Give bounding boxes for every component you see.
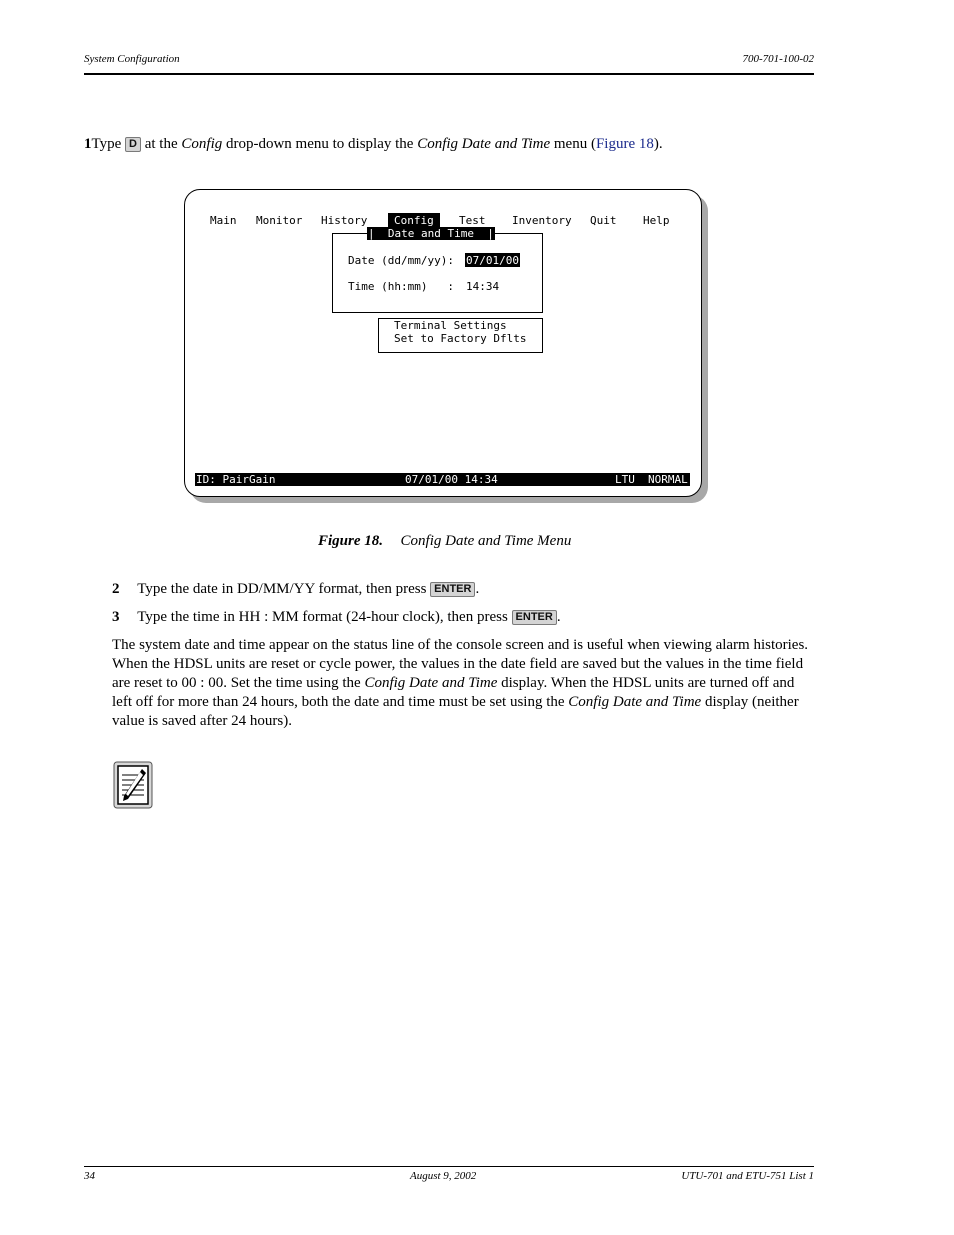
status-id: ID: PairGain bbox=[196, 473, 276, 486]
footer-product: UTU-701 and ETU-751 List 1 bbox=[681, 1170, 814, 1182]
key-d: D bbox=[125, 137, 141, 152]
figure-caption bbox=[318, 533, 571, 550]
figure-caption-label: Figure 18. bbox=[318, 533, 384, 549]
step-2-number: 2 bbox=[112, 581, 120, 597]
figure-18-link[interactable]: Figure 18 bbox=[595, 136, 654, 152]
time-label: Time (hh:mm) : bbox=[348, 280, 454, 293]
key-enter: ENTER bbox=[512, 610, 557, 625]
menu-monitor[interactable]: Monitor bbox=[256, 214, 303, 227]
menu-history[interactable]: History bbox=[321, 214, 368, 227]
menu-inventory[interactable]: Inventory bbox=[512, 214, 572, 227]
footer-page-number: 34 bbox=[84, 1170, 95, 1182]
menu-main[interactable]: Main bbox=[210, 214, 237, 227]
date-time-title: | Date and Time | bbox=[368, 227, 494, 240]
status-state: NORMAL bbox=[648, 473, 688, 486]
step-3: 3 Type the time in HH : MM format (24-hour clock), then press ENTER . bbox=[112, 609, 561, 625]
footer-rule bbox=[84, 1166, 814, 1167]
menu-config[interactable]: Config bbox=[388, 213, 440, 227]
key-enter: ENTER bbox=[430, 582, 475, 597]
footer-date: August 9, 2002 bbox=[410, 1170, 477, 1182]
header-rule bbox=[84, 73, 814, 75]
running-header-left: System Configuration bbox=[84, 53, 180, 65]
status-bar bbox=[195, 473, 690, 486]
date-time-panel bbox=[332, 233, 543, 313]
date-label: Date (dd/mm/yy): bbox=[348, 254, 454, 267]
menu-quit[interactable]: Quit bbox=[590, 214, 617, 227]
running-header-right: 700-701-100-02 bbox=[742, 53, 814, 65]
date-field[interactable]: 07/01/00 bbox=[466, 254, 519, 267]
menu-test[interactable]: Test bbox=[459, 214, 486, 227]
status-datetime: 07/01/00 14:34 bbox=[405, 473, 498, 486]
menu-help[interactable]: Help bbox=[643, 214, 670, 227]
figure-caption-title: Config Date and Time Menu bbox=[400, 533, 572, 549]
explanation-paragraph: The system date and time appear on the status line of the console screen and is useful when viewing alarm histories. When the HDSL units are reset or cycle power, the values in the date field are saved but the values in the time field are reset to 00 : 00. Set the time using the Config Date and Time display. When the HDSL units are turned off and left off for more than 24 hours, both the date and time must be set using the Config Date and Time display (neither value is saved after 24 hours). bbox=[112, 637, 809, 729]
menu-set-factory-defaults[interactable]: Set to Factory Dflts bbox=[394, 332, 527, 345]
step-1: 1Type D at the Config drop-down menu to display the Config Date and Time menu (Figure 18). bbox=[84, 136, 663, 152]
step-3-number: 3 bbox=[112, 609, 120, 625]
step-2: 2 Type the date in DD/MM/YY format, then press ENTER . bbox=[112, 581, 480, 597]
time-field[interactable]: 14:34 bbox=[466, 280, 500, 293]
note-pencil-icon bbox=[113, 761, 153, 809]
status-unit: LTU bbox=[615, 473, 635, 486]
menu-terminal-settings[interactable]: Terminal Settings bbox=[394, 319, 507, 332]
step-1-number: 1 bbox=[84, 136, 92, 152]
